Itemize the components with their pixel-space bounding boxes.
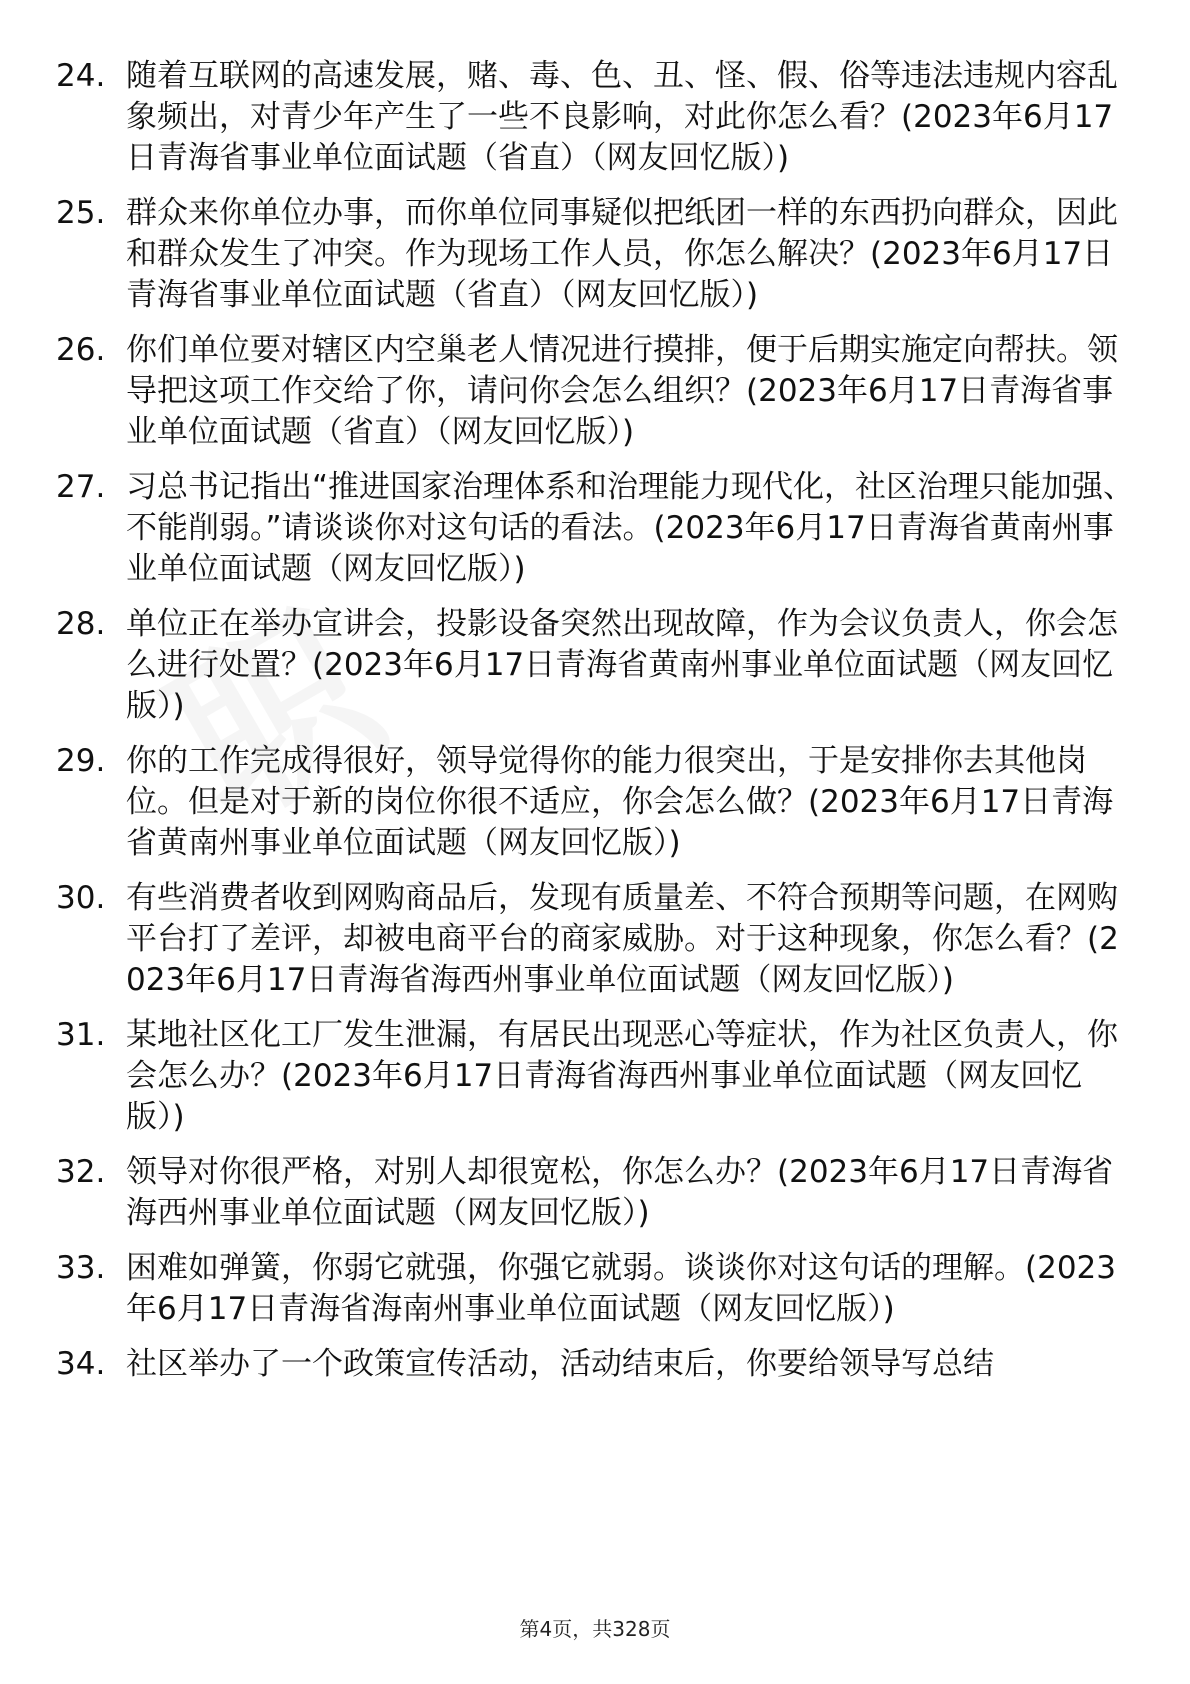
question-number: 29. — [56, 743, 106, 779]
question-item-27 — [56, 467, 1136, 590]
question-item-25 — [56, 193, 1136, 316]
question-item-26 — [56, 330, 1136, 453]
question-text: 社区举办了一个政策宣传活动，活动结束后，你要给领导写总结 — [126, 1346, 994, 1382]
question-number: 34. — [56, 1346, 106, 1382]
question-text: 有些消费者收到网购商品后，发现有质量差、不符合预期等问题，在网购平台打了差评，却被电商平台的商家威胁。对于这种现象，你怎么看？(2023年6月17日青海省海西州事业单位面试题（网友回忆版）) — [126, 880, 1119, 998]
question-item-30 — [56, 878, 1136, 1001]
question-list — [56, 56, 1136, 1399]
question-text: 你们单位要对辖区内空巢老人情况进行摸排，便于后期实施定向帮扶。领导把这项工作交给了你，请问你会怎么组织？(2023年6月17日青海省事业单位面试题（省直）（网友回忆版）) — [126, 332, 1118, 450]
question-item-34 — [56, 1344, 1136, 1385]
question-number: 33. — [56, 1250, 106, 1286]
question-number: 31. — [56, 1017, 106, 1053]
question-text: 单位正在举办宣讲会，投影设备突然出现故障，作为会议负责人，你会怎么进行处置？(2023年6月17日青海省黄南州事业单位面试题（网友回忆版）) — [126, 606, 1118, 724]
question-number: 27. — [56, 469, 106, 505]
question-number: 28. — [56, 606, 106, 642]
page-footer — [0, 1613, 1190, 1642]
question-item-33 — [56, 1248, 1136, 1330]
question-text: 某地社区化工厂发生泄漏，有居民出现恶心等症状，作为社区负责人，你会怎么办？(2023年6月17日青海省海西州事业单位面试题（网友回忆版）) — [126, 1017, 1118, 1135]
question-number: 24. — [56, 58, 106, 94]
question-item-24 — [56, 56, 1136, 179]
question-item-28 — [56, 604, 1136, 727]
question-number: 32. — [56, 1154, 106, 1190]
question-text: 习总书记指出“推进国家治理体系和治理能力现代化，社区治理只能加强、不能削弱。”请谈谈你对这句话的看法。(2023年6月17日青海省黄南州事业单位面试题（网友回忆版）) — [126, 469, 1135, 587]
question-number: 25. — [56, 195, 106, 231]
question-item-32 — [56, 1152, 1136, 1234]
question-item-31 — [56, 1015, 1136, 1138]
question-item-29 — [56, 741, 1136, 864]
page-number-label: 第4页，共328页 — [519, 1617, 671, 1641]
question-text: 你的工作完成得很好，领导觉得你的能力很突出，于是安排你去其他岗位。但是对于新的岗位你很不适应，你会怎么做？(2023年6月17日青海省黄南州事业单位面试题（网友回忆版）) — [126, 743, 1114, 861]
question-number: 30. — [56, 880, 106, 916]
question-number: 26. — [56, 332, 106, 368]
question-text: 领导对你很严格，对别人却很宽松，你怎么办？(2023年6月17日青海省海西州事业单位面试题（网友回忆版）) — [126, 1154, 1114, 1231]
question-text: 群众来你单位办事，而你单位同事疑似把纸团一样的东西扔向群众，因此和群众发生了冲突。作为现场工作人员，你怎么解决？(2023年6月17日青海省事业单位面试题（省直）（网友回忆版）) — [126, 195, 1118, 313]
question-text: 随着互联网的高速发展，赌、毒、色、丑、怪、假、俗等违法违规内容乱象频出，对青少年产生了一些不良影响，对此你怎么看？(2023年6月17日青海省事业单位面试题（省直）（网友回忆版）) — [126, 58, 1118, 176]
question-text: 困难如弹簧，你弱它就强，你强它就弱。谈谈你对这句话的理解。(2023年6月17日青海省海南州事业单位面试题（网友回忆版）) — [126, 1250, 1116, 1327]
